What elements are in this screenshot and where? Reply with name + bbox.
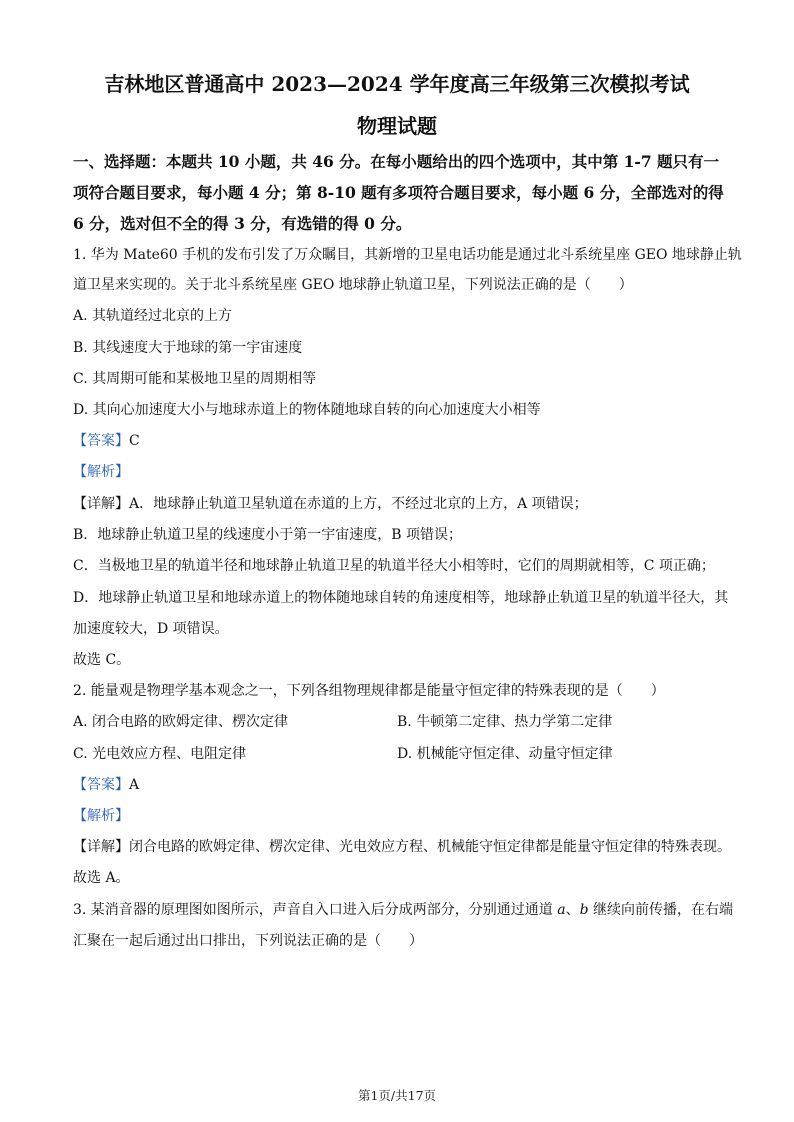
q1-answer — [73, 430, 140, 452]
answer-tag: 【答案】 — [73, 777, 129, 793]
detail-tag: 【详解】 — [73, 839, 129, 855]
q1-stem-line-2: 道卫星来实现的。关于北斗系统星座 GEO 地球静止轨道卫星，下列说法正确的是（ ） — [73, 277, 633, 293]
q3-var-b: b — [579, 902, 589, 918]
q3-stem-line-1 — [73, 899, 733, 921]
q1-detail-line-4: D．地球静止轨道卫星和地球赤道上的物体随地球自转的角速度相等，地球静止轨道卫星的轨道半径大，其 — [73, 590, 729, 606]
q1-detail-line-5: 加速度较大，D 项错误。 — [73, 621, 229, 637]
section-instruction-line-1: 一、选择题：本题共 10 小题，共 46 分。在每小题给出的四个选项中，其中第 1-7 题只有一 — [73, 152, 720, 171]
page-title: 吉林地区普通高中 2023—2024 学年度高三年级第三次模拟考试 — [104, 72, 690, 96]
q3-stem-part-end: 继续向前传播，在右端 — [588, 902, 734, 918]
q2-option-a: A. 闭合电路的欧姆定律、楞次定律 — [73, 714, 289, 730]
q1-option-d: D. 其向心加速度大小与地球赤道上的物体随地球自转的向心加速度大小相等 — [73, 402, 541, 418]
q1-analysis-tag: 【解析】 — [73, 464, 129, 480]
q2-option-b: B. 牛顿第二定律、热力学第二定律 — [397, 714, 613, 730]
q2-analysis-tag: 【解析】 — [73, 808, 129, 824]
q1-detail-line-2: B．地球静止轨道卫星的线速度小于第一宇宙速度，B 项错误； — [73, 527, 463, 543]
q1-detail-line-1 — [73, 493, 588, 515]
q2-conclusion: 故选 A。 — [73, 870, 130, 886]
q3-stem-part: 3. 某消音器的原理图如图所示，声音自入口进入后分成两部分，分别通过通道 — [73, 902, 558, 918]
section-instruction-line-2: 项符合题目要求，每小题 4 分；第 8-10 题有多项符合题目要求，每小题 6 分，全部选对的得 — [73, 183, 724, 202]
q1-option-a: A. 其轨道经过北京的上方 — [73, 308, 233, 324]
q1-detail-line-3: C．当极地卫星的轨道半径和地球静止轨道卫星的轨道半径大小相等时，它们的周期就相等，C 项正确； — [73, 558, 715, 574]
q1-stem-line-1: 1. 华为 Mate60 手机的发布引发了万众瞩目，其新增的卫星电话功能是通过北斗系统星座 GEO 地球静止轨 — [73, 247, 742, 263]
detail-text: A．地球静止轨道卫星轨道在赤道的上方，不经过北京的上方，A 项错误； — [129, 496, 588, 512]
q3-stem-line-2: 汇聚在一起后通过出口排出，下列说法正确的是（ ） — [73, 933, 423, 949]
q2-stem: 2. 能量观是物理学基本观念之一，下列各组物理规律都是能量守恒定律的特殊表现的是（ ） — [73, 683, 665, 699]
detail-text: 闭合电路的欧姆定律、楞次定律、光电效应方程、机械能守恒定律都是能量守恒定律的特殊表现。 — [129, 839, 731, 855]
q3-stem-sep: 、 — [565, 902, 580, 918]
q3-var-a: a — [557, 902, 566, 918]
page-number: 第1页/共17页 — [357, 1088, 437, 1103]
q1-option-c: C. 其周期可能和某极地卫星的周期相等 — [73, 371, 317, 387]
q1-conclusion: 故选 C。 — [73, 652, 131, 668]
q2-detail — [73, 836, 731, 858]
section-instruction-line-3: 6 分，选对但不全的得 3 分，有选错的得 0 分。 — [73, 214, 412, 233]
detail-tag: 【详解】 — [73, 496, 129, 512]
q2-answer — [73, 774, 139, 796]
q2-option-d: D. 机械能守恒定律、动量守恒定律 — [397, 746, 613, 762]
answer-value: C — [129, 433, 140, 449]
q2-option-c: C. 光电效应方程、电阻定律 — [73, 746, 247, 762]
answer-tag: 【答案】 — [73, 433, 129, 449]
page-subtitle: 物理试题 — [357, 114, 437, 138]
answer-value: A — [129, 777, 140, 793]
q1-option-b: B. 其线速度大于地球的第一宇宙速度 — [73, 340, 303, 356]
